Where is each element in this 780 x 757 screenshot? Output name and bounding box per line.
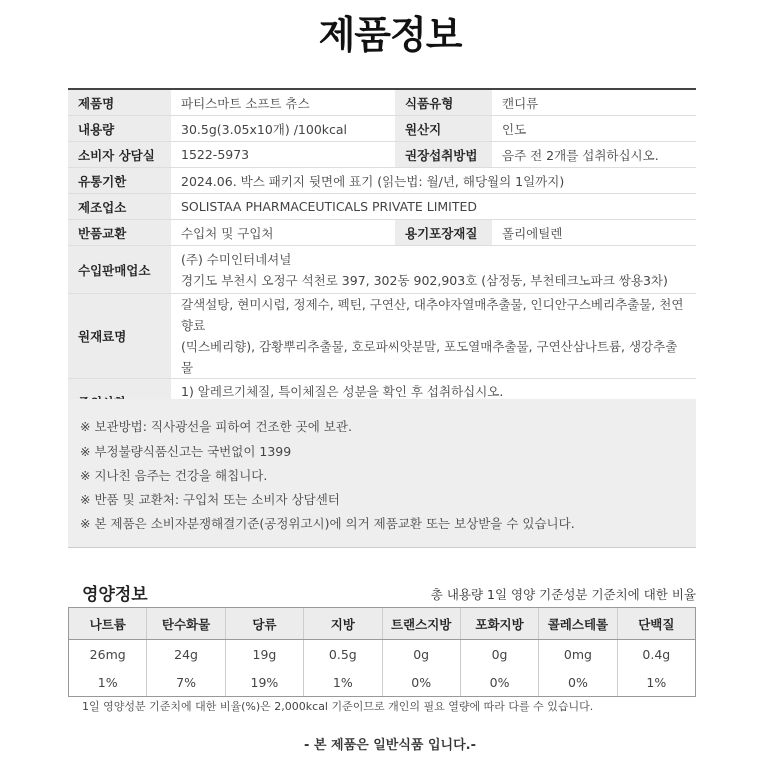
nutrition-header-row (69, 608, 696, 640)
nutrition-title: 영양정보 (82, 585, 148, 605)
nutrient-percent: 1% (304, 668, 382, 697)
manufacturer-label: 제조업소 (68, 194, 171, 220)
info-row (68, 194, 696, 220)
nutrient-percent: 0% (460, 668, 538, 697)
ingredients-line-1: 갈색설탕, 현미시럽, 정제수, 펙틴, 구연산, 대추야자열매추출물, 인디안구스베리추출물, 천연향료 (181, 297, 684, 333)
importer-address: 경기도 부천시 오정구 석천로 397, 302동 902,903호 (삼정동, 부천테크노파크 쌍용3차) (181, 272, 668, 288)
importer-name: (주) 수미인터네셔널 (181, 251, 292, 267)
general-food-notice: - 본 제품은 일반식품 입니다.- (304, 738, 476, 753)
origin-label: 원산지 (395, 116, 492, 142)
nutrient-header: 단백질 (617, 608, 695, 640)
nutrient-header: 트랜스지방 (382, 608, 460, 640)
content-value: 30.5g(3.05x10개) /100kcal (171, 116, 395, 142)
nutrient-amount: 19g (225, 640, 303, 669)
nutrient-header: 나트륨 (69, 608, 147, 640)
nutrient-header: 콜레스테롤 (539, 608, 617, 640)
nutrient-amount: 0mg (539, 640, 617, 669)
nutrient-percent: 1% (617, 668, 695, 697)
nutrient-percent: 1% (69, 668, 147, 697)
food-type-label: 식품유형 (395, 89, 492, 116)
product-info-table (68, 88, 696, 426)
importer-label: 수입판매업소 (68, 246, 171, 294)
nutrient-header: 탄수화물 (147, 608, 225, 640)
consumer-center-value: 1522-5973 (171, 142, 395, 168)
nutrient-amount: 0.4g (617, 640, 695, 669)
note-drinking: ※ 지나친 음주는 건강을 해칩니다. (80, 468, 268, 483)
info-row (68, 246, 696, 294)
info-row (68, 89, 696, 116)
info-row (68, 142, 696, 168)
note-storage: ※ 보관방법: 직사광선을 피하여 건조한 곳에 보관. (80, 419, 352, 434)
nutrient-amount: 26mg (69, 640, 147, 669)
nutrient-amount: 24g (147, 640, 225, 669)
nutrient-header: 포화지방 (460, 608, 538, 640)
caution-line-1: 1) 알레르기체질, 특이체질은 성분을 확인 후 섭취하십시오. (181, 384, 504, 399)
consumer-center-label: 소비자 상담실 (68, 142, 171, 168)
expiry-label: 유통기한 (68, 168, 171, 194)
nutrition-table (68, 607, 696, 697)
info-row (68, 116, 696, 142)
product-name-value: 파티스마트 소프트 츄스 (171, 89, 395, 116)
nutrient-percent: 7% (147, 668, 225, 697)
content-label: 내용량 (68, 116, 171, 142)
nutrient-amount: 0g (460, 640, 538, 669)
nutrient-header: 당류 (225, 608, 303, 640)
manufacturer-value: SOLISTAA PHARMACEUTICALS PRIVATE LIMITED (171, 194, 696, 220)
info-row (68, 294, 696, 379)
importer-value (171, 246, 696, 294)
packaging-value: 폴리에틸렌 (492, 220, 696, 246)
return-label: 반품교환 (68, 220, 171, 246)
origin-value: 인도 (492, 116, 696, 142)
note-report: ※ 부정불량식품신고는 국번없이 1399 (80, 444, 292, 459)
intake-method-value: 음주 전 2개를 섭취하십시오. (492, 142, 696, 168)
nutrition-subtitle: 총 내용량 1일 영양 기준성분 기준치에 대한 비율 (430, 587, 696, 602)
nutrition-amount-row (69, 640, 696, 669)
intake-method-label: 권장섭취방법 (395, 142, 492, 168)
nutrient-header: 지방 (304, 608, 382, 640)
nutrient-percent: 19% (225, 668, 303, 697)
ingredients-value (171, 294, 696, 379)
nutrient-percent: 0% (539, 668, 617, 697)
nutrient-amount: 0.5g (304, 640, 382, 669)
food-type-value: 캔디류 (492, 89, 696, 116)
nutrition-footnote: 1일 영양성분 기준치에 대한 비율(%)은 2,000kcal 기준이므로 개인의 필요 열량에 따라 다를 수 있습니다. (82, 700, 594, 713)
expiry-value: 2024.06. 박스 패키지 뒷면에 표기 (읽는법: 월/년, 해당월의 1일까지) (171, 168, 696, 194)
page-title: 제품정보 (318, 13, 462, 57)
info-row (68, 168, 696, 194)
notes-box (68, 399, 696, 548)
return-value: 수입처 및 구입처 (171, 220, 395, 246)
info-row (68, 220, 696, 246)
note-exchange: ※ 반품 및 교환처: 구입처 또는 소비자 상담센터 (80, 492, 340, 507)
nutrition-percent-row (69, 668, 696, 697)
nutrient-amount: 0g (382, 640, 460, 669)
ingredients-line-2: (믹스베리향), 감황뿌리추출물, 호로파씨앗분말, 포도열매추출물, 구연산삼나트륨, 생강추출물 (181, 339, 678, 375)
nutrient-percent: 0% (382, 668, 460, 697)
ingredients-label: 원재료명 (68, 294, 171, 379)
packaging-label: 용기포장재질 (395, 220, 492, 246)
note-compensation: ※ 본 제품은 소비자분쟁해결기준(공정위고시)에 의거 제품교환 또는 보상받을 수 있습니다. (80, 516, 575, 531)
product-name-label: 제품명 (68, 89, 171, 116)
